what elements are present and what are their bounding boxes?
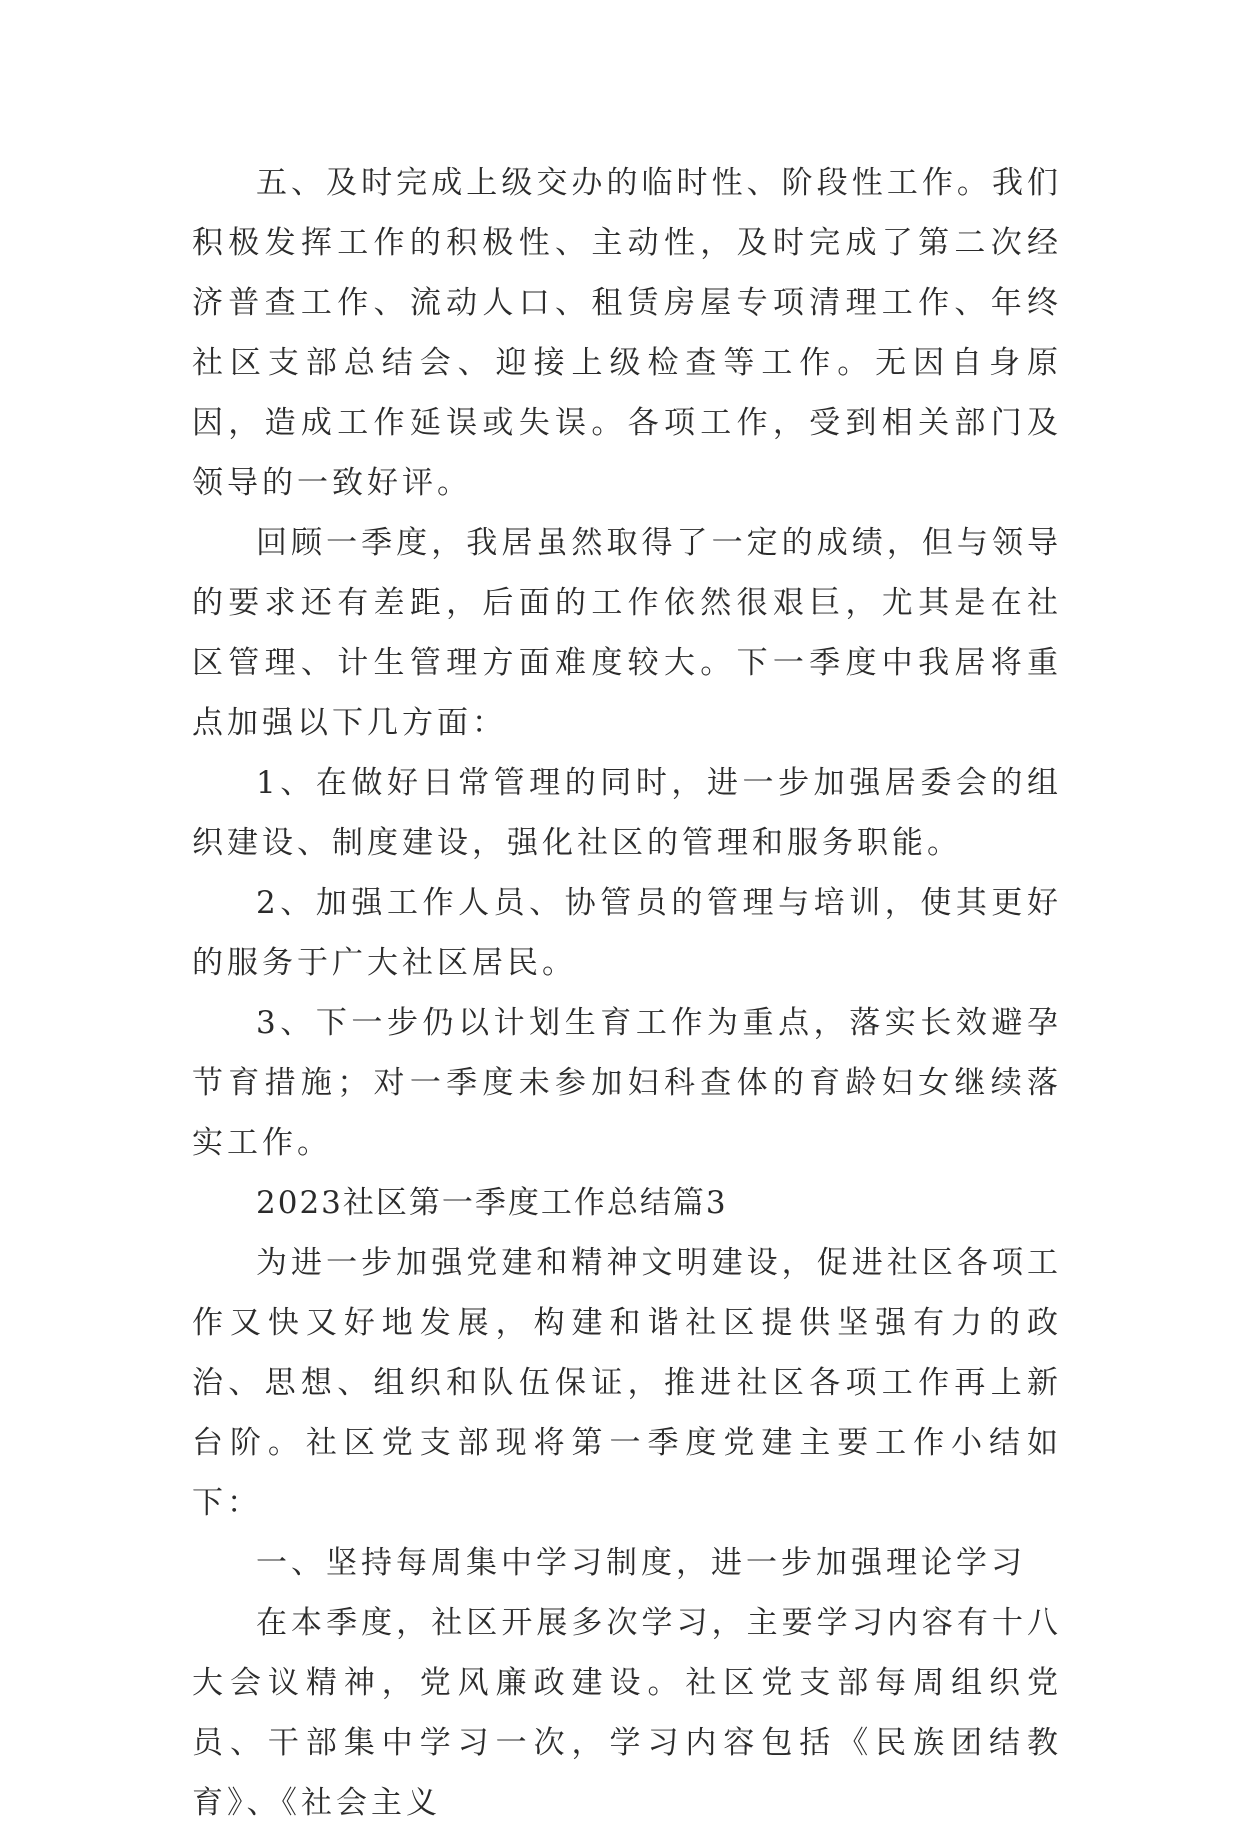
paragraph-party-intro: 为进一步加强党建和精神文明建设，促进社区各项工作又快又好地发展，构建和谐社区提供坚强有力的政治、思想、组织和队伍保证，推进社区各项工作再上新台阶。社区党支部现将第一季度党建主要工作小结如下： <box>192 1245 1062 1521</box>
paragraph-task-completion: 五、及时完成上级交办的临时性、阶段性工作。我们积极发挥工作的积极性、主动性，及时完成了第二次经济普查工作、流动人口、租赁房屋专项清理工作、年终社区支部总结会、迎接上级检查等工作。无因自身原因，造成工作延误或失误。各项工作，受到相关部门及领导的一致好评。 <box>192 165 1062 501</box>
subsection-heading-study: 一、坚持每周集中学习制度，进一步加强理论学习 <box>256 1545 1026 1581</box>
paragraph-study-content: 在本季度，社区开展多次学习，主要学习内容有十八大会议精神，党风廉政建设。社区党支部每周组织党员、干部集中学习一次，学习内容包括《民族团结教育》、《社会主义 <box>192 1605 1062 1821</box>
paragraph-quarter-review: 回顾一季度，我居虽然取得了一定的成绩，但与领导的要求还有差距，后面的工作依然很艰巨，尤其是在社区管理、计生管理方面难度较大。下一季度中我居将重点加强以下几方面： <box>192 525 1062 741</box>
paragraph-plan-item-1: 1、在做好日常管理的同时，进一步加强居委会的组织建设、制度建设，强化社区的管理和服务职能。 <box>192 765 1062 861</box>
paragraph-plan-item-3: 3、下一步仍以计划生育工作为重点，落实长效避孕节育措施；对一季度未参加妇科查体的育龄妇女继续落实工作。 <box>192 1005 1062 1161</box>
paragraph-plan-item-2: 2、加强工作人员、协管员的管理与培训，使其更好的服务于广大社区居民。 <box>192 885 1062 981</box>
section-title: 2023社区第一季度工作总结篇3 <box>256 1185 728 1221</box>
document-body <box>192 153 1062 1833</box>
